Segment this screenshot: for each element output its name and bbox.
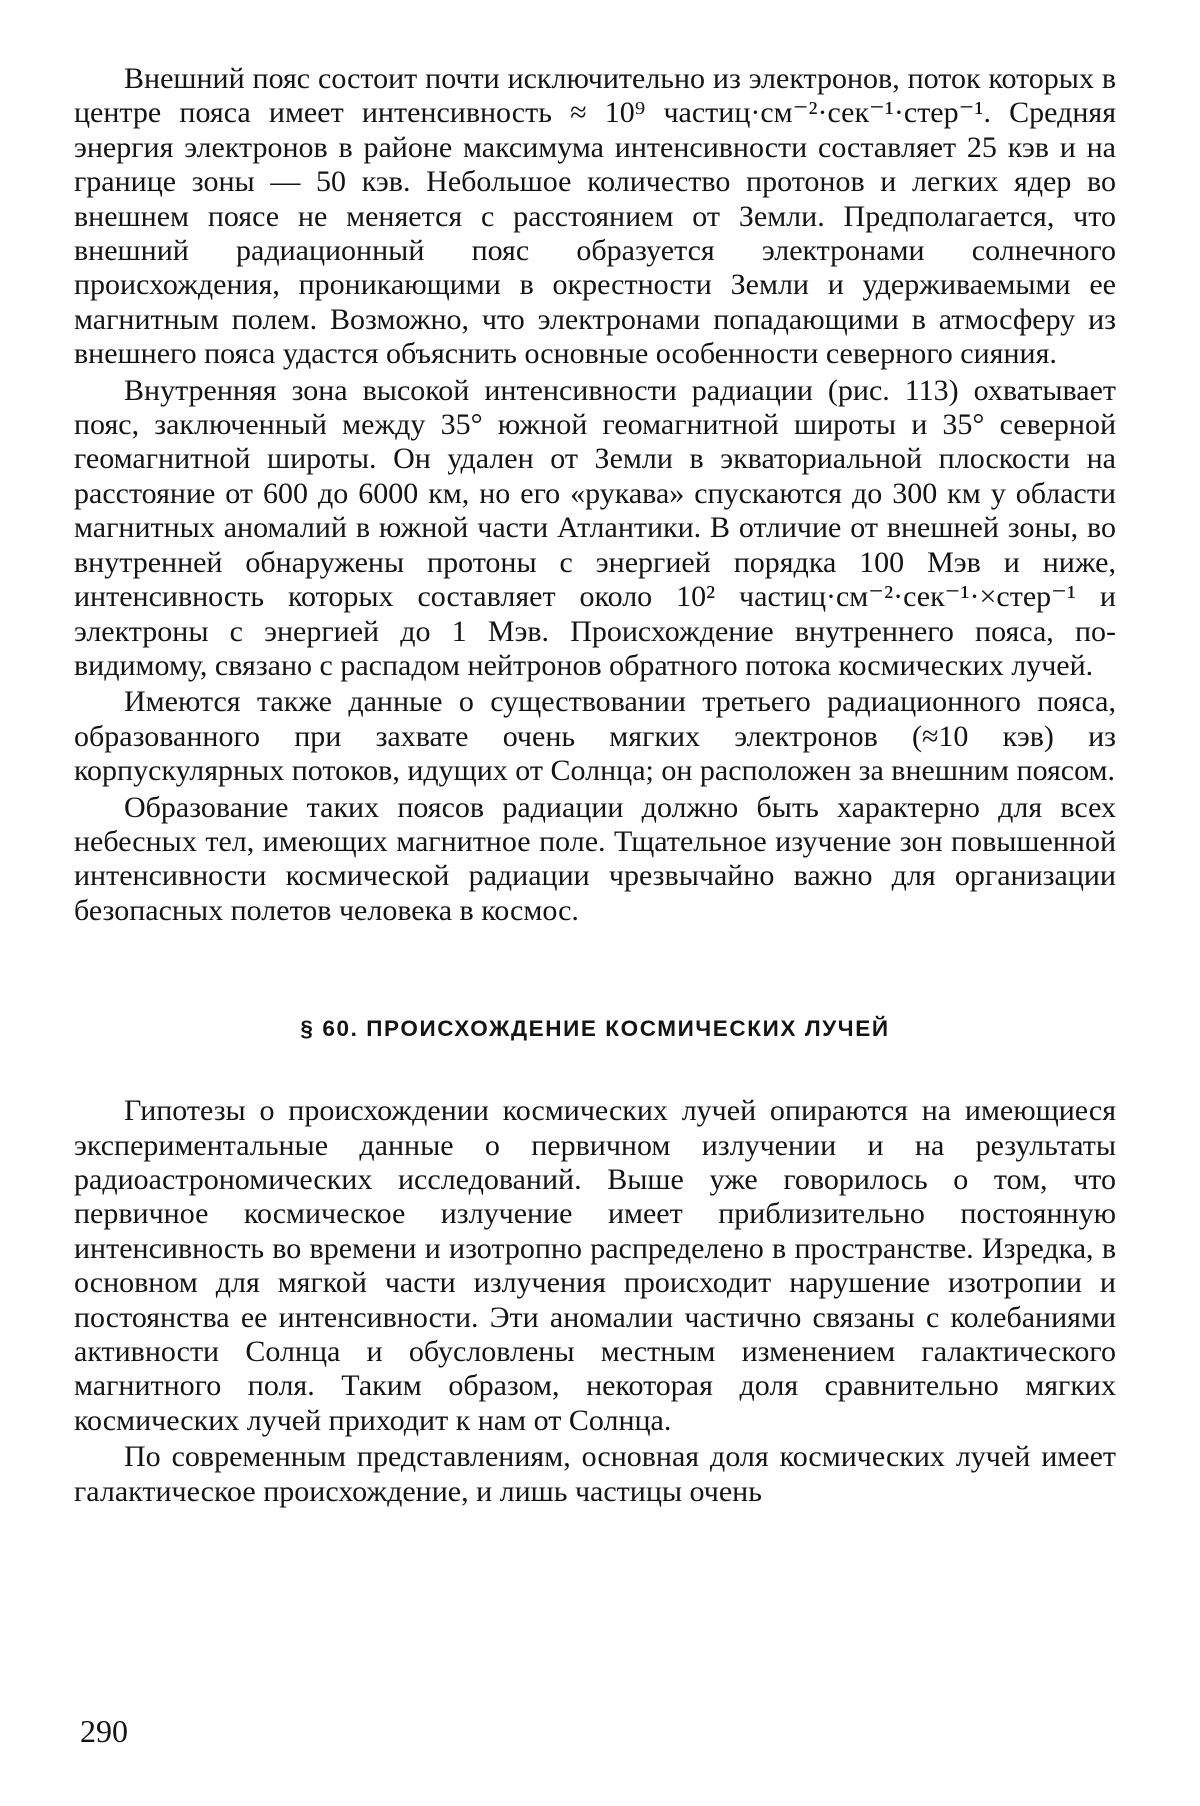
section-spacer — [74, 928, 1116, 1014]
section-heading: § 60. ПРОИСХОЖДЕНИЕ КОСМИЧЕСКИХ ЛУЧЕЙ — [300, 1016, 890, 1042]
paragraph-radiation-belts-formation: Образование таких поясов радиации должно быть характерно для всех небесных тел, имеющих магнитное поле. Тщательное изучение зон повышенной интенсивности космической радиации чрезвычайно важно для организации безопасных полетов человека в космос. — [74, 790, 1116, 927]
paragraph-hypotheses: Гипотезы о происхождении космических лучей опираются на имеющиеся экспериментальные данные о первичном излучении и на результаты радиоастрономических исследований. Выше уже говорилось о том, что первичное космическое излучение имеет приблизительно постоянную интенсивность во времени и изотропно распределено в пространстве. Изредка, в основном для мягкой части излучения происходит нарушение изотропии и постоянства ее интенсивности. Эти аномалии частично связаны с колебаниями активности Солнца и обусловлены местным изменением галактического магнитного поля. Таким образом, некоторая доля сравнительно мягких космических лучей приходит к нам от Солнца. — [74, 1094, 1116, 1437]
page-number: 290 — [80, 1713, 128, 1749]
heading-spacer — [74, 1044, 1116, 1094]
paragraph-outer-belt: Внешний пояс состоит почти исключительно из электронов, поток которых в центре пояса имеет интенсивность ≈ 10⁹ частиц·см⁻²·сек⁻¹·стер⁻¹. Средняя энергия электронов в районе максимума интенсивности составляет 25 кэв и на границе зоны — 50 кэв. Небольшое количество протонов и легких ядер во внешнем поясе не меняется с расстоянием от Земли. Предполагается, что внешний радиационный пояс образуется электронами солнечного происхождения, проникающими в окрестности Земли и удерживаемыми ее магнитным полем. Возможно, что электронами попадающими в атмосферу из внешнего пояса удастся объяснить основные особенности северного сияния. — [74, 62, 1116, 371]
paragraph-inner-zone: Внутренняя зона высокой интенсивности радиации (рис. 113) охватывает пояс, заключенный между 35° южной геомагнитной широты и 35° северной геомагнитной широты. Он удален от Земли в экваториальной плоскости на расстояние от 600 до 6000 км, но его «рукава» спускаются до 300 км у области магнитных аномалий в южной части Атлантики. В отличие от внешней зоны, во внутренней обнаружены протоны с энергией порядка 100 Мэв и ниже, интенсивность которых составляет около 10² частиц·см⁻²·сек⁻¹·×стер⁻¹ и электроны с энергией до 1 Мэв. Происхождение внутреннего пояса, по-видимому, связано с распадом нейтронов обратного потока космических лучей. — [74, 373, 1116, 682]
paragraph-galactic-origin: По современным представлениям, основная доля космических лучей имеет галактическое происхождение, и лишь частицы очень — [74, 1440, 1116, 1508]
paragraph-third-belt: Имеются также данные о существовании третьего радиационного пояса, образованного при захвате очень мягких электронов (≈10 кэв) из корпускулярных потоков, идущих от Солнца; он расположен за внешним поясом. — [74, 685, 1116, 788]
book-page — [74, 62, 1116, 1509]
